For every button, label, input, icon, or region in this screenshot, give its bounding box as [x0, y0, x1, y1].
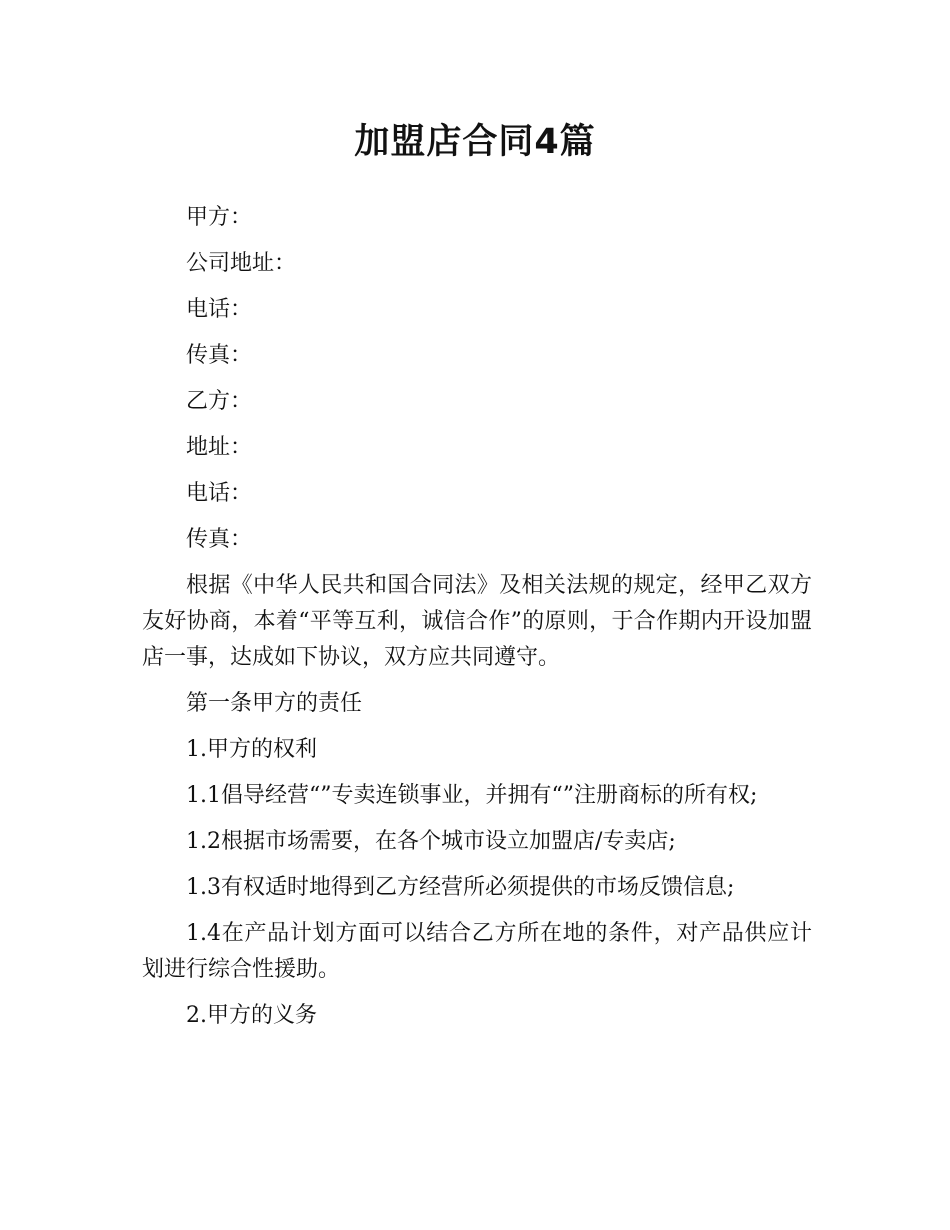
party-a-fax-label: 传真： — [186, 343, 253, 368]
section-rights-heading: 1.甲方的权利 — [186, 737, 317, 762]
party-b-fax-label: 传真： — [186, 527, 253, 552]
document-title: 加盟店合同4篇 — [354, 122, 596, 162]
preamble-paragraph: 根据《中华人民共和国合同法》及相关法规的规定，经甲乙双方友好协商，本着“平等互利，诚信合作”的原则，于合作期内开设加盟店一事，达成如下协议，双方应共同遵守。 — [142, 573, 812, 670]
clause-1-1: 1.1倡导经营“”专卖连锁事业，并拥有“”注册商标的所有权; — [186, 783, 758, 808]
clause-1-4: 1.4在产品计划方面可以结合乙方所在地的条件，对产品供应计划进行综合性援助。 — [142, 921, 812, 982]
party-a-label: 甲方： — [186, 205, 253, 230]
party-b-label: 乙方： — [186, 389, 253, 414]
document-body — [142, 200, 812, 1044]
party-b-phone-label: 电话： — [186, 481, 253, 506]
article-one-heading: 第一条甲方的责任 — [186, 691, 363, 716]
section-obligations-heading: 2.甲方的义务 — [186, 1003, 317, 1028]
party-a-address-label: 公司地址： — [186, 251, 297, 276]
clause-1-3: 1.3有权适时地得到乙方经营所必须提供的市场反馈信息; — [186, 875, 735, 900]
party-b-address-label: 地址： — [186, 435, 253, 460]
party-a-phone-label: 电话： — [186, 297, 253, 322]
clause-1-2: 1.2根据市场需要，在各个城市设立加盟店/专卖店; — [186, 829, 676, 854]
